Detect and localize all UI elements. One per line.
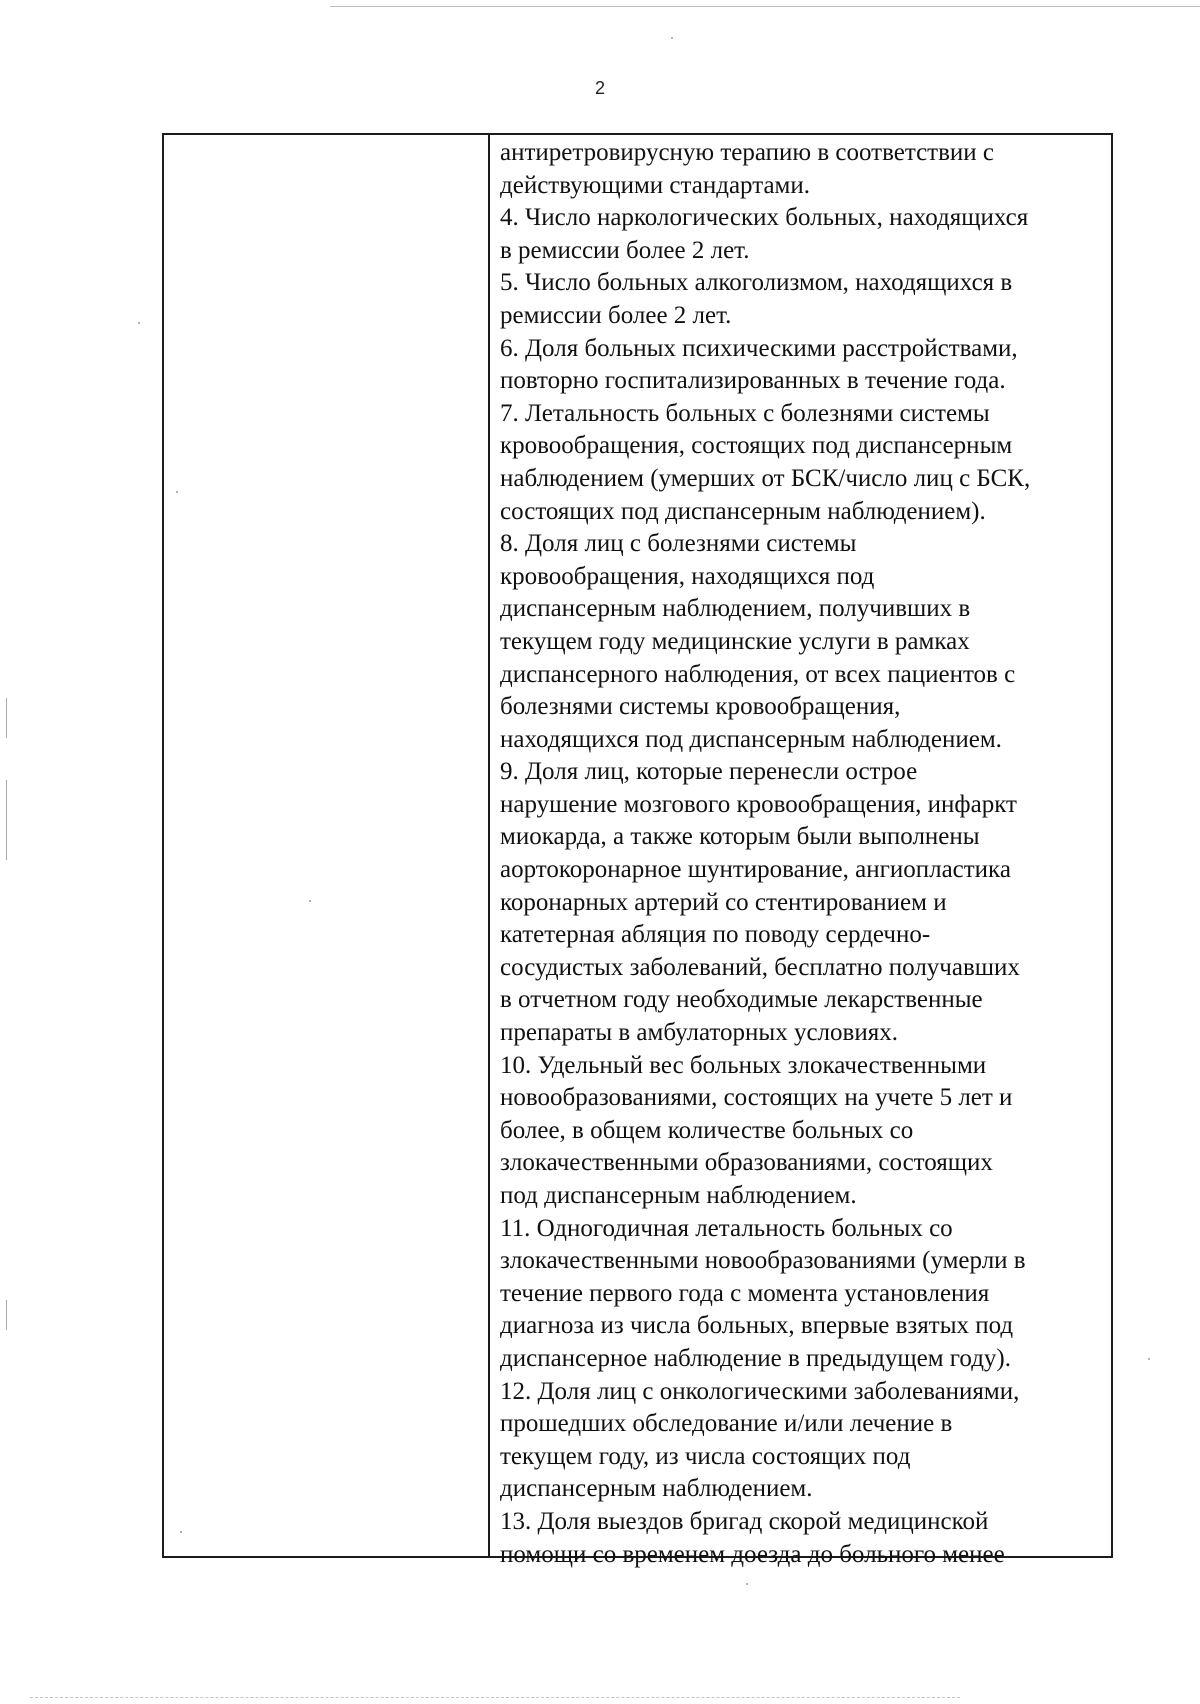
scan-speck [309, 900, 311, 902]
table-cell-text-line: катетерная абляция по поводу сердечно- [500, 921, 931, 949]
table-cell-text-line: кровообращения, находящихся под [500, 562, 875, 590]
table-cell-text-line: аортокоронарное шунтирование, ангиопластика [500, 856, 1011, 884]
table-cell-text-line: диспансерное наблюдение в предыдущем году). [500, 1344, 1012, 1372]
indicator-table [162, 133, 1113, 1568]
scan-speck [1148, 1358, 1150, 1360]
table-left-cell [164, 135, 490, 1556]
table-cell-text-line: антиретровирусную терапию в соответствии с [500, 139, 994, 166]
table-cell-text-line: ремиссии более 2 лет. [500, 301, 732, 329]
table-cell-text-line: диспансерным наблюдением. [500, 1475, 813, 1503]
table-cell-text-line: диспансерным наблюдением, получивших в [500, 595, 971, 623]
table-cell-text-line: кровообращения, состоящих под диспансерным [500, 432, 1013, 460]
table-cell-text-line: более, в общем количестве больных со [500, 1116, 914, 1144]
table-cell-text-line: новообразованиями, состоящих на учете 5 лет и [500, 1084, 1013, 1112]
table-cell-text-line: в отчетном году необходимые лекарственные [500, 986, 983, 1014]
table-cell-text-line: текущем году, из числа состоящих под [500, 1442, 911, 1470]
top-scan-edge [330, 6, 1200, 7]
scan-edge-mark [6, 780, 7, 860]
table-cell-text-line: 6. Доля больных психическими расстройствами, [500, 334, 1018, 362]
table-right-cell [492, 135, 1111, 1568]
table-cell-text-line: состоящих под диспансерным наблюдением). [500, 497, 986, 525]
table-cell-text-line: действующими стандартами. [500, 171, 810, 199]
table-cell-text-line: сосудистых заболеваний, бесплатно получавших [500, 953, 1020, 981]
table-cell-text-line: под диспансерным наблюдением. [500, 1182, 857, 1209]
bottom-scan-edge [30, 1697, 960, 1698]
table-cell-text-line: 11. Одногодичная летальность больных со [500, 1214, 953, 1242]
scan-speck [746, 1583, 748, 1585]
scan-speck [180, 1531, 182, 1533]
scan-edge-mark [6, 1300, 7, 1330]
table-cell-text-line: миокарда, а также которым были выполнены [500, 823, 980, 851]
table-cell-text-line: 10. Удельный вес больных злокачественными [500, 1051, 987, 1079]
table-cell-text-line: течение первого года с момента установления [500, 1279, 990, 1307]
table-cell-text-line: находящихся под диспансерным наблюдением. [500, 725, 1002, 753]
scan-speck [176, 491, 178, 493]
table-cell-text-line: коронарных артерий со стентированием и [500, 888, 947, 916]
scan-speck [671, 37, 673, 39]
scan-speck [138, 322, 140, 324]
table-cell-text-line: 5. Число больных алкоголизмом, находящихся в [500, 269, 1013, 297]
table-cell-text-line: 7. Летальность больных с болезнями системы [500, 399, 990, 427]
table-cell-text-line: прошедших обследование и/или лечение в [500, 1410, 953, 1438]
table-cell-text-line: диагноза из числа больных, впервые взятых под [500, 1312, 1014, 1340]
table-cell-text-line: 8. Доля лиц с болезнями системы [500, 530, 857, 558]
table-cell-text-line: 4. Число наркологических больных, находящихся [500, 204, 1029, 232]
table-cell-text-line: текущем году медицинские услуги в рамках [500, 627, 970, 655]
table-cell-text-line: в ремиссии более 2 лет. [500, 236, 750, 264]
table-cell-text-line: болезнями системы кровообращения, [500, 693, 901, 721]
table-cell-text-line: наблюдением (умерших от БСК/число лиц с БСК, [500, 464, 1031, 492]
page-number: 2 [594, 78, 605, 98]
table-cell-text-line: 9. Доля лиц, которые перенесли острое [500, 758, 918, 786]
table-cell-text-line: препараты в амбулаторных условиях. [500, 1019, 898, 1047]
table-cell-text-line: диспансерного наблюдения, от всех пациентов с [500, 660, 1016, 688]
scan-edge-mark [6, 698, 7, 738]
table-cell-text-line: повторно госпитализированных в течение года. [500, 367, 1006, 395]
table-cell-text-line: 12. Доля лиц с онкологическими заболеваниями, [500, 1377, 1020, 1405]
table-cell-text-line: злокачественными новообразованиями (умерли в [500, 1247, 1026, 1275]
table-cell-text-line: злокачественными образованиями, состоящих [500, 1149, 993, 1177]
table-cell-text-line: помощи со временем доезда до больного менее [500, 1540, 1005, 1568]
table-cell-text-line: нарушение мозгового кровообращения, инфаркт [500, 790, 1017, 818]
table-cell-text-line: 13. Доля выездов бригад скорой медицинской [500, 1507, 989, 1535]
